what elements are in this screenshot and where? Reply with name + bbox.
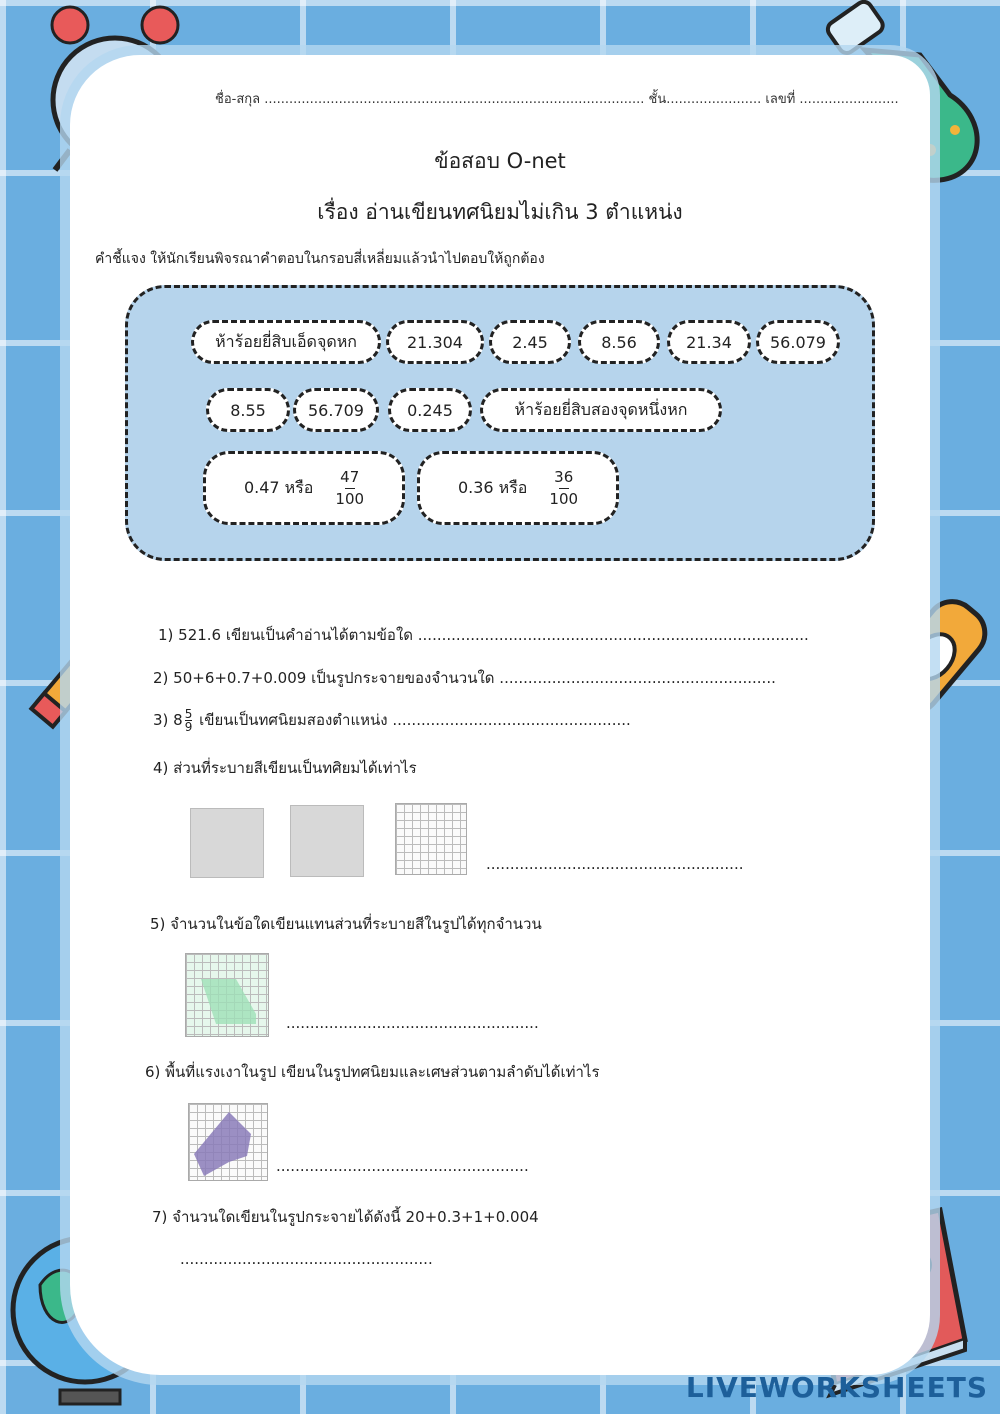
answer-chip[interactable]: 56.709: [293, 388, 379, 432]
answer-line-6[interactable]: .....................................................: [276, 1157, 529, 1175]
answer-chip[interactable]: ห้าร้อยยี่สิบเอ็ดจุดหก: [191, 320, 381, 364]
answer-choices-box: [125, 285, 875, 561]
purple-grid-image: [188, 1103, 268, 1181]
fraction-numerator: 47: [340, 468, 360, 486]
question-7: 7) จำนวนใดเขียนในรูปกระจายได้ดังนี้ 20+0.3+1+0.004: [152, 1208, 539, 1226]
page-subtitle: เรื่อง อ่านเขียนทศนิยมไม่เกิน 3 ตำแหน่ง: [317, 200, 683, 224]
fraction-denominator: 100: [335, 489, 365, 508]
shaded-square-image: [290, 805, 364, 877]
answer-line-7[interactable]: .....................................................: [180, 1250, 433, 1268]
question-5: 5) จำนวนในข้อใดเขียนแทนส่วนที่ระบายสีในรูปได้ทุกจำนวน: [150, 915, 542, 933]
student-info-line[interactable]: ชื่อ-สกุล ............................................................................................ ชั้น....................... เลขที่ ........................: [215, 92, 899, 107]
answer-chip[interactable]: 2.45: [489, 320, 571, 364]
question-3-prefix: 3) 8: [153, 711, 183, 729]
mixed-fraction: [185, 708, 193, 733]
question-1[interactable]: 1) 521.6 เขียนเป็นคำอ่านได้ตามข้อใด ..................................................................................: [158, 626, 809, 644]
fraction-decimal: 0.47 หรือ: [243, 477, 314, 497]
fraction: [335, 469, 364, 507]
fraction-bar: [559, 488, 569, 489]
answer-chip[interactable]: 8.55: [206, 388, 290, 432]
question-3[interactable]: [153, 708, 631, 733]
answer-chip-fraction[interactable]: [417, 451, 619, 525]
shaded-square-image: [190, 808, 264, 878]
answer-chip[interactable]: 21.304: [386, 320, 484, 364]
answer-chip-fraction[interactable]: [203, 451, 405, 525]
question-3-text: เขียนเป็นทศนิยมสองตำแหน่ง ..................................................: [199, 711, 631, 729]
liveworksheets-logo: LIVEWORKSHEETS: [685, 1371, 988, 1404]
fraction-denominator: 100: [549, 489, 579, 508]
question-4: 4) ส่วนที่ระบายสีเขียนเป็นทศิยมได้เท่าไร: [153, 759, 417, 777]
shaded-region: [186, 954, 268, 1036]
answer-chip[interactable]: 21.34: [667, 320, 751, 364]
answer-chip[interactable]: 56.079: [756, 320, 840, 364]
grid-image: [395, 803, 467, 875]
fraction-numerator: 5: [184, 707, 193, 721]
fraction: [549, 469, 578, 507]
fraction-numerator: 36: [554, 468, 574, 486]
answer-chip[interactable]: 0.245: [388, 388, 472, 432]
green-grid-image: [185, 953, 269, 1037]
question-6: 6) พื้นที่แรงเงาในรูป เขียนในรูปทศนิยมและเศษส่วนตามลำดับได้เท่าไร: [145, 1063, 600, 1081]
fraction-bar: [345, 488, 355, 489]
shaded-region: [189, 1104, 267, 1180]
question-2[interactable]: 2) 50+6+0.7+0.009 เป็นรูปกระจายของจำนวนใด ..........................................................: [153, 669, 776, 687]
page-title: ข้อสอบ O-net: [434, 149, 566, 173]
answer-line-5[interactable]: .....................................................: [286, 1014, 539, 1032]
answer-chip[interactable]: ห้าร้อยยี่สิบสองจุดหนึ่งหก: [480, 388, 722, 432]
fraction-denominator: 9: [184, 720, 193, 734]
answer-line-4[interactable]: ......................................................: [486, 855, 744, 873]
instruction-text: คำชี้แจง ให้นักเรียนพิจรณาคำตอบในกรอบสี่เหลี่ยมแล้วนำไปตอบให้ถูกต้อง: [95, 251, 545, 267]
answer-chip[interactable]: 8.56: [578, 320, 660, 364]
fraction-decimal: 0.36 หรือ: [457, 477, 528, 497]
